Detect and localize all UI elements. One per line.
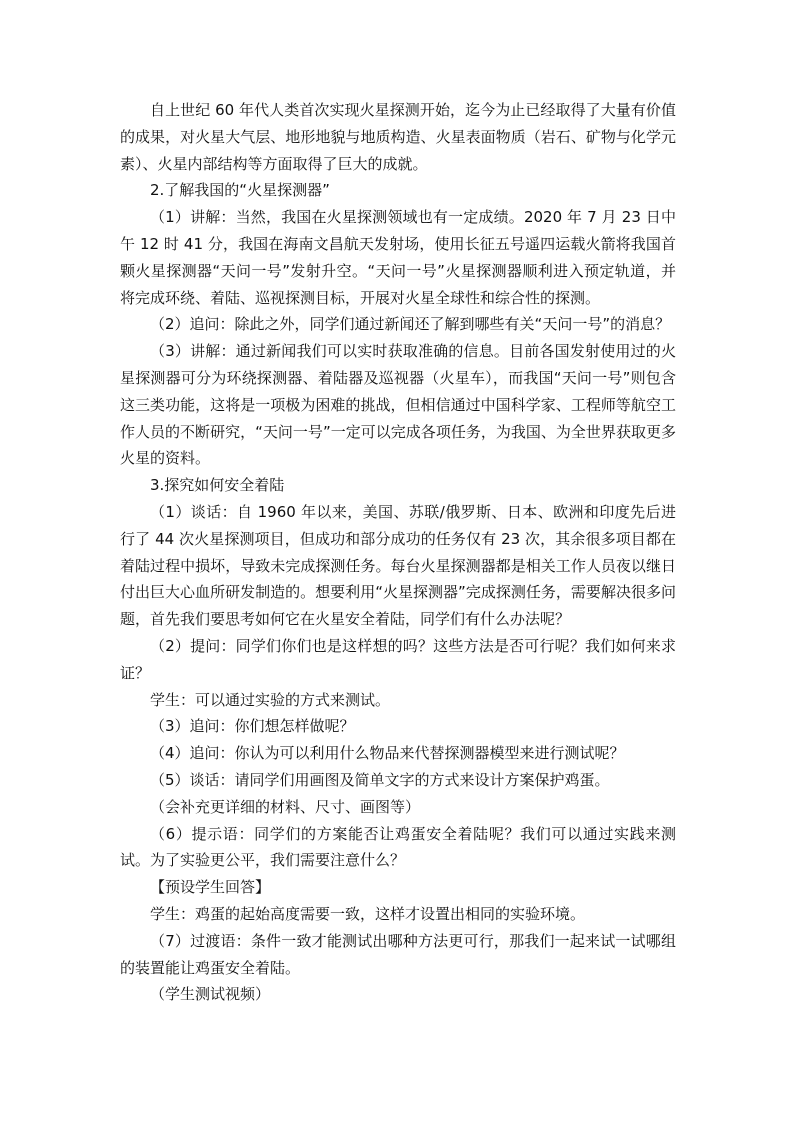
- note-paragraph: （会补充更详细的材料、尺寸、画图等）: [150, 797, 421, 816]
- student-answer-1: 学生：可以通过实验的方式来测试。: [150, 690, 391, 709]
- followup-4: （4）追问：你认为可以利用什么物品来代替探测器模型来进行测试呢？: [150, 744, 625, 763]
- document-body: [120, 97, 676, 1008]
- question-paragraph-2: （2）提问：同学们你们也是这样想的吗？这些方法是否可行呢？我们如何来求证？: [120, 636, 676, 682]
- section-heading-2: 2.了解我国的“火星探测器”: [150, 181, 330, 200]
- student-test-video-note: （学生测试视频）: [150, 985, 271, 1004]
- explanation-paragraph-3: （3）讲解：通过新闻我们可以实时获取准确的信息。目前各国发射使用过的火星探测器可分为环绕探测器、着陆器及巡视器（火星车），而我国“天问一号”则包含这三类功能，这将是一项极为困难的挑战，但相信通过中国科学家、工程师等航空工作人员的不断研究，“天问一号”一定可以完成各项任务，为我国、为全世界获取更多火星的资料。: [120, 342, 676, 468]
- section-heading-3: 3.探究如何安全着陆: [150, 476, 285, 495]
- followup-question-paragraph: （2）追问：除此之外，同学们通过新闻还了解到哪些有关“天问一号”的消息？: [150, 315, 671, 334]
- expected-answer-heading: 【预设学生回答】: [150, 878, 271, 897]
- followup-3: （3）追问：你们想怎样做呢？: [150, 717, 355, 736]
- explanation-paragraph-1: （1）讲解：当然，我国在火星探测领域也有一定成绩。2020 年 7 月 23 日中午 12 时 41 分，我国在海南文昌航天发射场，使用长征五号遥四运载火箭将我国首颗火星探测器“天问一号”发射升空。“天问一号”火星探测器顺利进入预定轨道，并将完成环绕、着陆、巡视探测目标，开展对火星全球性和综合性的探测。: [120, 208, 676, 307]
- transition-7: （7）过渡语：条件一致才能测试出哪种方法更可行，那我们一起来试一试哪组的装置能让鸡蛋安全着陆。: [120, 931, 676, 977]
- talk-5: （5）谈话：请同学们用画图及简单文字的方式来设计方案保护鸡蛋。: [150, 770, 610, 789]
- intro-paragraph: 自上世纪 60 年代人类首次实现火星探测开始，迄今为止已经取得了大量有价值的成果，对火星大气层、地形地貌与地质构造、火星表面物质（岩石、矿物与化学元素）、火星内部结构等方面取得了巨大的成就。: [120, 101, 676, 173]
- student-answer-2: 学生：鸡蛋的起始高度需要一致，这样才设置出相同的实验环境。: [150, 904, 586, 923]
- talk-paragraph-1: （1）谈话：自 1960 年以来，美国、苏联/俄罗斯、日本、欧洲和印度先后进行了 44 次火星探测项目，但成功和部分成功的任务仅有 23 次，其余很多项目都在着陆过程中损坏，导致未完成探测任务。每台火星探测器都是相关工作人员夜以继日付出巨大心血所研发制造的。想要利用“火星探测器”完成探测任务，需要解决很多问题，首先我们要思考如何它在火星安全着陆，同学们有什么办法呢？: [120, 502, 676, 629]
- prompt-6: （6）提示语：同学们的方案能否让鸡蛋安全着陆呢？我们可以通过实践来测试。为了实验更公平，我们需要注意什么？: [120, 824, 676, 870]
